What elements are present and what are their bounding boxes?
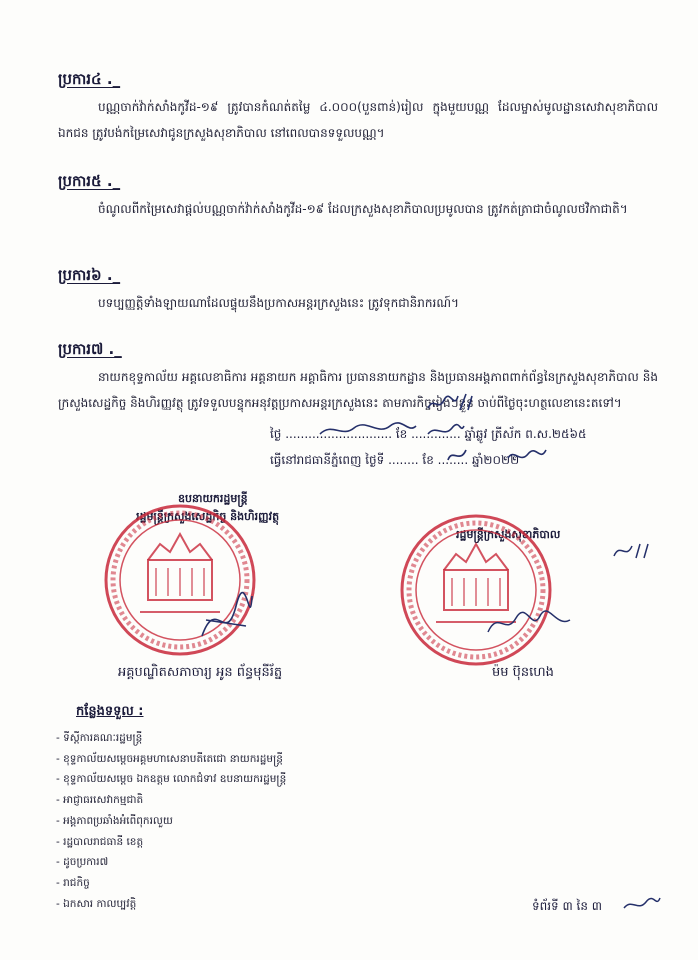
signatory-2-initial-mark bbox=[612, 540, 652, 562]
article-6-title: ប្រការ៦ ._ bbox=[58, 266, 121, 284]
article-5-title: ប្រការ៥ ._ bbox=[58, 172, 121, 190]
recipient-item: - ដូចប្រការ៧ bbox=[56, 852, 386, 873]
handwritten-page-mark bbox=[622, 894, 662, 914]
recipients-heading: កន្លែងទទួល : bbox=[76, 704, 144, 719]
page-number: ទំព័រទី ៣ នៃ ៣ bbox=[532, 899, 603, 913]
article-7-title: ប្រការ៧ ._ bbox=[58, 340, 122, 358]
signatory-2-org: រដ្ឋមន្ត្រីក្រសួងសុខាភិបាល bbox=[456, 528, 561, 541]
signatory-1-signature bbox=[196, 586, 256, 646]
article-4-title: ប្រការ៤ ._ bbox=[58, 70, 121, 88]
recipient-item: - អាជ្ញាធរសេវាកម្មជាតិ bbox=[56, 790, 386, 811]
date-lunar: ថ្ងៃ ............................ ខែ ............. ឆ្នាំឆ្លូវ ត្រីស័ក ព.ស.២៥៦៥ bbox=[270, 427, 587, 441]
recipient-item: - ខុទ្ទកាល័យសម្តេច ឯកឧត្តម លោកជំទាវ ឧបនាយករដ្ឋមន្ត្រី bbox=[56, 769, 386, 790]
signatory-2-signature bbox=[484, 606, 574, 640]
recipient-item: - ខុទ្ទកាល័យសម្តេចអគ្គមហាសេនាបតីតេជោ នាយករដ្ឋមន្ត្រី bbox=[56, 749, 386, 770]
signatory-2-name: ម៉ម ប៊ុនហេង bbox=[492, 665, 554, 680]
recipients-list bbox=[56, 728, 386, 914]
signatory-1-role: ឧបនាយករដ្ឋមន្ត្រី bbox=[178, 492, 248, 505]
date-solar: ធ្វើនៅរាជធានីភ្នំពេញ ថ្ងៃទី ........ ខែ ........ ឆ្នាំ២០២២ bbox=[270, 453, 520, 467]
recipient-item: - រដ្ឋបាលរាជធានី ខេត្ត bbox=[56, 832, 386, 853]
signatory-1-org: រដ្ឋមន្ត្រីក្រសួងសេដ្ឋកិច្ច និងហិរញ្ញវត្ថុ bbox=[136, 510, 280, 523]
handwritten-month2-fill bbox=[506, 446, 548, 466]
handwritten-day-fill bbox=[318, 420, 418, 440]
article-7-text: នាយកខុទ្ទកាល័យ អគ្គលេខាធិការ អគ្គនាយក អគ្គាធិការ ប្រធាននាយកដ្ឋាន និងប្រធានអង្គភាពពាក់ព័ន្ធនៃក្រសួងសុខាភិបាល និងក្រសួងសេដ្ឋកិច្ច និងហិរញ្ញវត្ថុ ត្រូវទទួលបន្ទុកអនុវត្តប្រកាសអន្តរក្រសួងនេះ តាមភារកិច្ចរៀងៗខ្លួន ចាប់ពីថ្ងៃចុះហត្ថលេខានេះតទៅ។ bbox=[58, 370, 658, 410]
ministry-health-seal bbox=[396, 510, 556, 670]
handwritten-month-fill bbox=[426, 420, 466, 440]
recipient-item: - អង្គភាពប្រឆាំងអំពើពុករលួយ bbox=[56, 811, 386, 832]
article-6-text: បទប្បញ្ញត្តិទាំងឡាយណាដែលផ្ទុយនឹងប្រកាសអន្តរក្រសួងនេះ ត្រូវទុកជានិរាករណ៍។ bbox=[98, 296, 459, 310]
recipient-item: - រាជកិច្ច bbox=[56, 873, 386, 894]
recipient-item: - ទីស្តីការគណៈរដ្ឋមន្ត្រី bbox=[56, 728, 386, 749]
handwritten-initial-mark bbox=[426, 392, 474, 414]
recipient-item: - ឯកសារ កាលប្បវត្តិ bbox=[56, 894, 386, 915]
article-5-text: ចំណូលពីកម្រៃសេវាផ្តល់បណ្ណចាក់វ៉ាក់សាំងកូវីដ-១៩ ដែលក្រសួងសុខាភិបាលប្រមូលបាន ត្រូវកត់ត្រាជាចំណូលថវិកាជាតិ។ bbox=[98, 202, 628, 216]
handwritten-date-fill bbox=[444, 446, 470, 466]
signatory-1-name: អគ្គបណ្ឌិតសភាចារ្យ អូន ព័ន្ធមុនីរ័ត្ន bbox=[118, 665, 283, 680]
article-4-text: បណ្ណចាក់វ៉ាក់សាំងកូវីដ-១៩ ត្រូវបានកំណត់តម្លៃ ៤.០០០(បួនពាន់)រៀល ក្នុងមួយបណ្ណ ដែលម្ចាស់មូលដ្ឋានសេវាសុខាភិបាលឯកជន ត្រូវបង់កម្រៃសេវាជូនក្រសួងសុខាភិបាល នៅពេលបានទទួលបណ្ណ។ bbox=[58, 100, 658, 140]
